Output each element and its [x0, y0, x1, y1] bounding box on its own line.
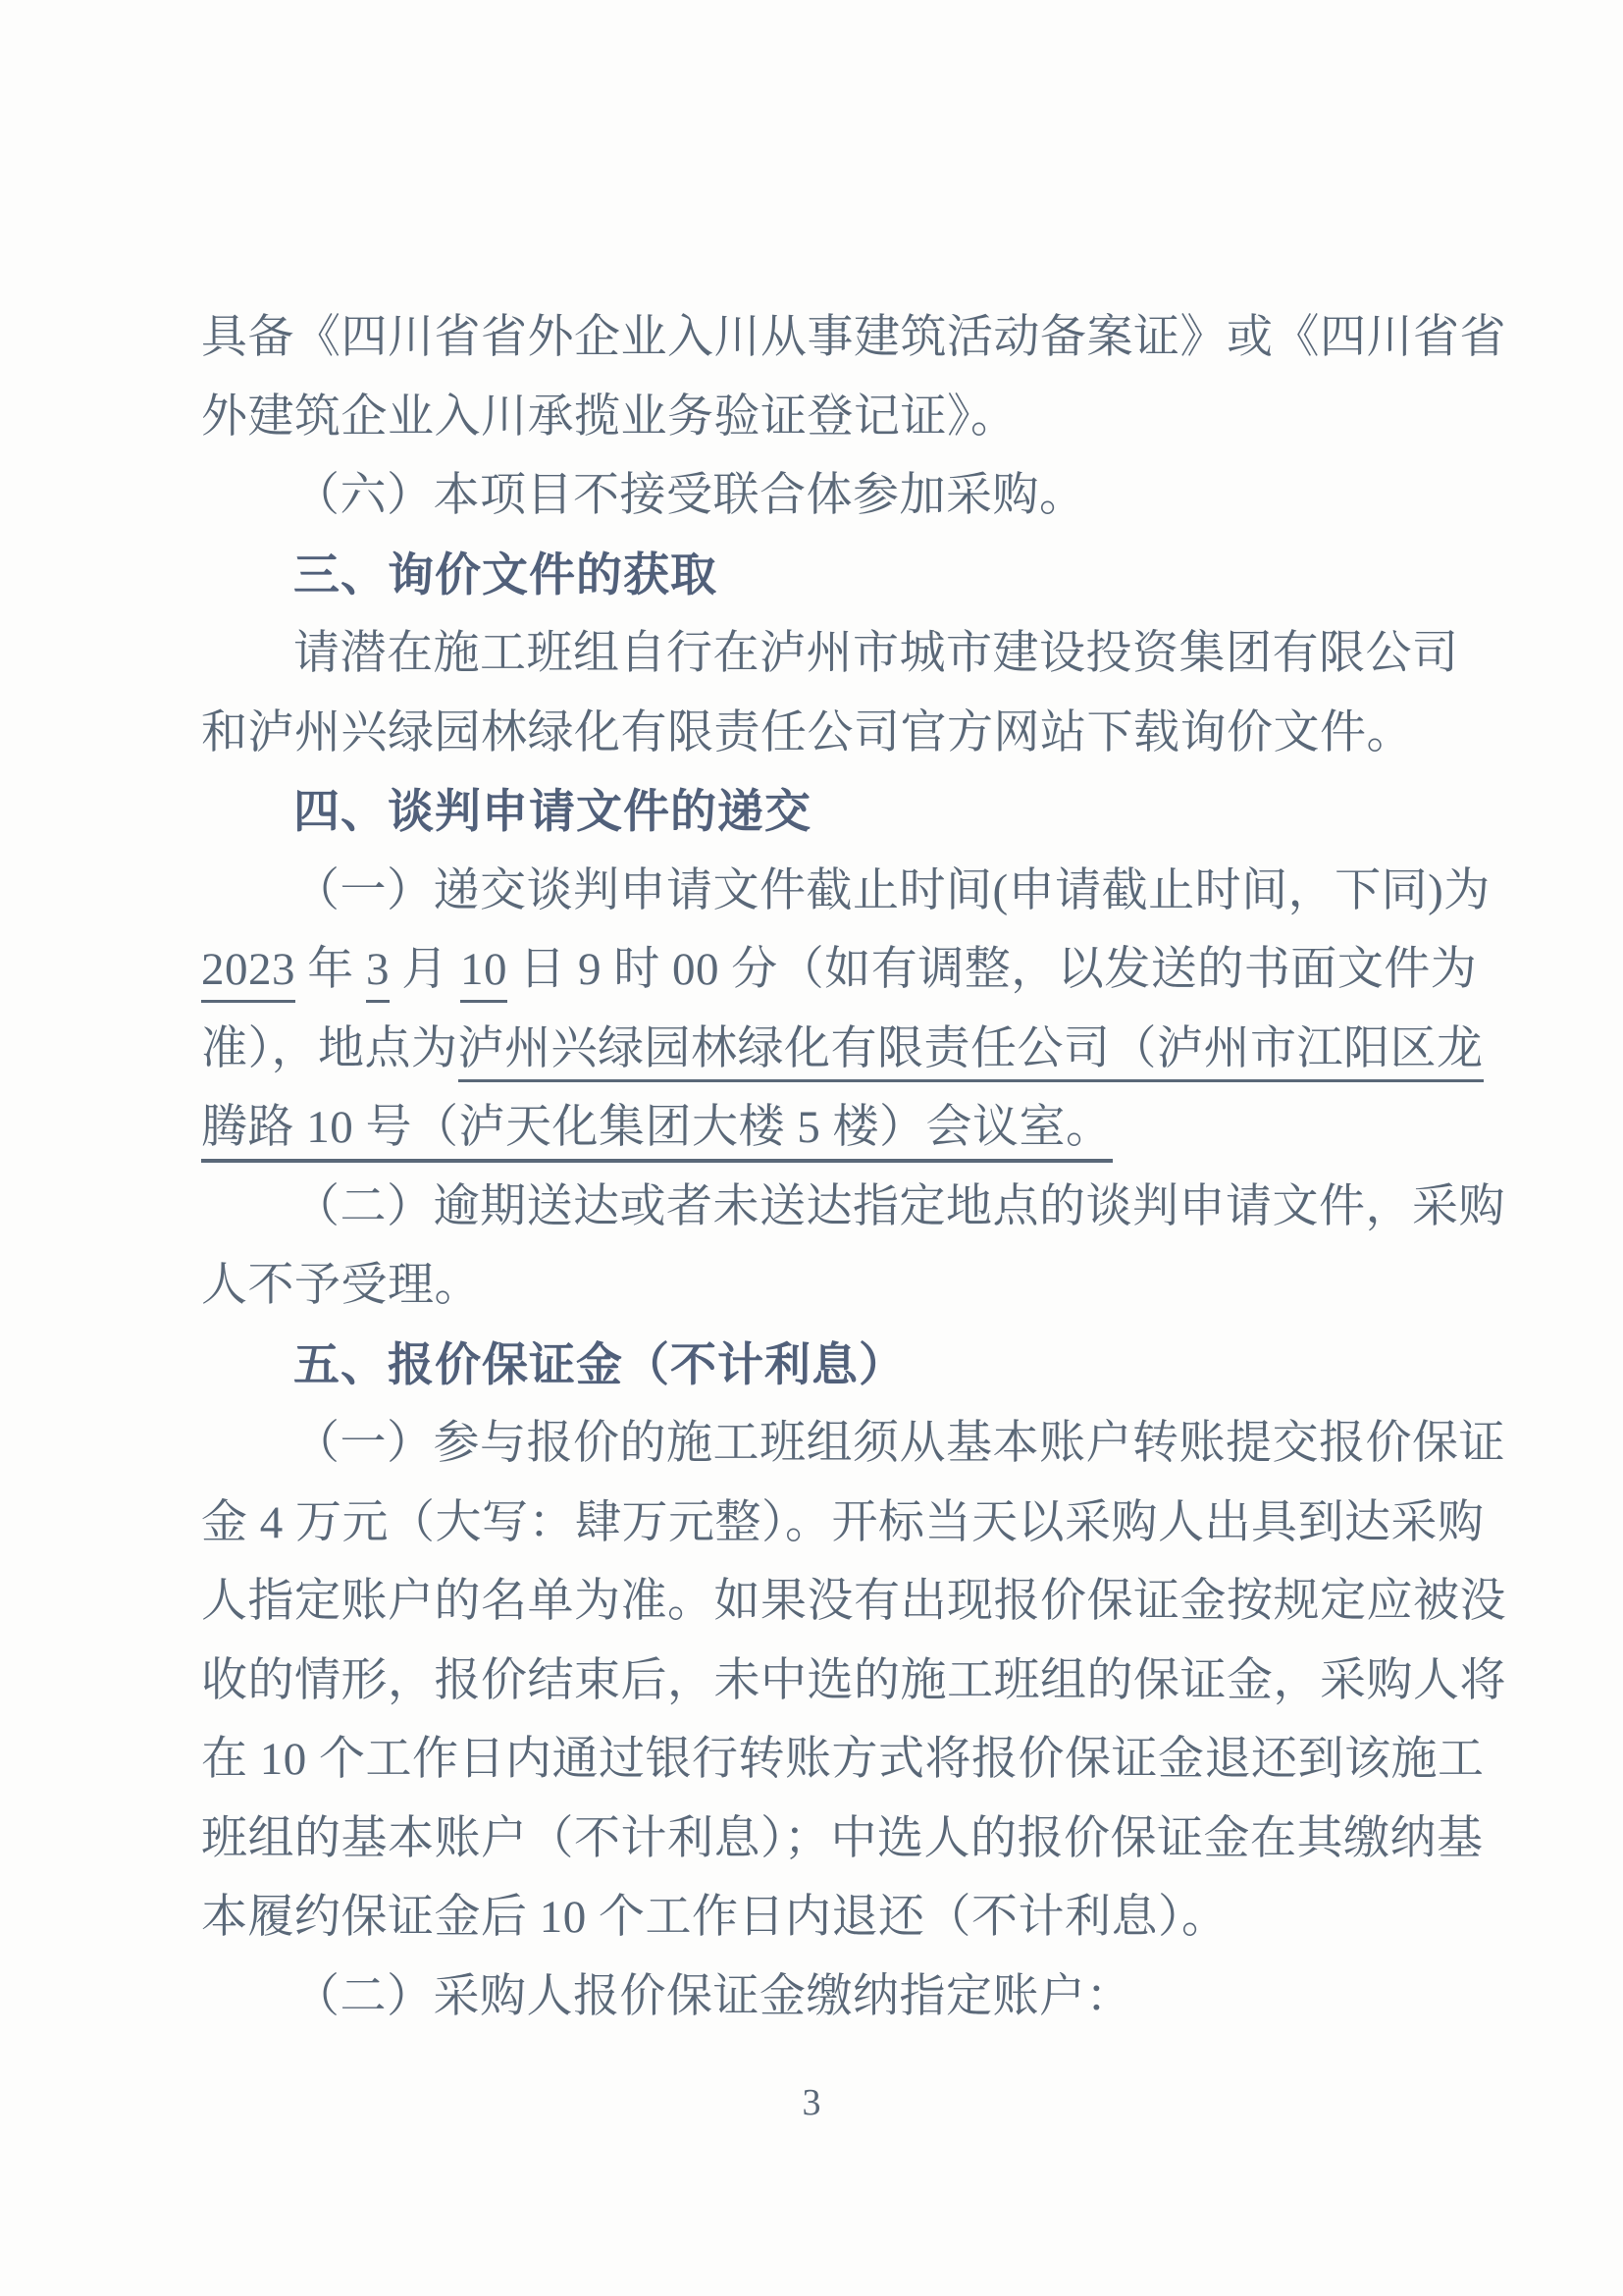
text-run: 人指定账户的名单为准。如果没有出现报价保证金按规定应被没: [201, 1576, 1506, 1627]
text-run: 收的情形，报价结束后，未中选的施工班组的保证金，采购人将: [201, 1654, 1506, 1706]
text-run: 五、报价保证金（不计利息）: [293, 1337, 906, 1390]
document-line: [201, 614, 1496, 694]
text-run: 准），地点为: [201, 1022, 458, 1074]
text-run: 日 9 时 00 分（如有调整，以发送的书面文件为: [507, 944, 1478, 995]
text-run: 人不予受理。: [201, 1260, 481, 1311]
document-line: [201, 1246, 1496, 1326]
document-line: [201, 1404, 1505, 1484]
text-run: 请潜在施工班组自行在泸州市城市建设投资集团有限公司: [293, 628, 1459, 679]
text-run: 四、谈判申请文件的递交: [293, 785, 812, 837]
section-heading: [201, 1326, 1496, 1405]
text-run: 班组的基本账户（不计利息）；中选人的报价保证金在其缴纳基: [201, 1812, 1484, 1864]
text-run: （二）逾期送达或者未送达指定地点的谈判申请文件，采购: [293, 1180, 1505, 1232]
document-line: [201, 1010, 1496, 1089]
underlined-text: 3: [366, 944, 390, 1003]
text-run: 金 4 万元（大写：肆万元整）。开标当天以采购人出具到达采购: [201, 1496, 1485, 1548]
document-line: [201, 1720, 1496, 1800]
text-run: （一）递交谈判申请文件截止时间(申请截止时间，下同)为: [293, 864, 1491, 916]
document-line: [201, 1642, 1506, 1721]
text-run: 本履约保证金后 10 个工作日内退还（不计利息）。: [201, 1892, 1229, 1943]
document-line: [201, 852, 1496, 931]
underlined-text: 腾路 10 号（泸天化集团大楼 5 楼）会议室。: [201, 1102, 1113, 1163]
text-run: 在 10 个工作日内通过银行转账方式将报价保证金退还到该施工: [201, 1734, 1485, 1785]
page-number: 3: [802, 2082, 821, 2123]
document-line: [201, 1878, 1496, 1957]
document-line: [201, 456, 1496, 536]
underlined-text: 2023: [201, 944, 295, 1003]
document-line: [201, 930, 1496, 1010]
document-content: [201, 298, 1506, 2036]
text-run: 三、询价文件的获取: [293, 548, 717, 600]
document-line: [201, 298, 1506, 378]
document-line: [201, 694, 1496, 773]
text-run: 月: [390, 944, 460, 995]
document-line: [201, 1088, 1496, 1168]
text-run: （一）参与报价的施工班组须从基本账户转账提交报价保证: [293, 1418, 1505, 1469]
section-heading: [201, 772, 1496, 852]
text-run: 年: [295, 944, 366, 995]
document-line: [201, 378, 1496, 457]
section-heading: [201, 536, 1496, 615]
document-line: [201, 1168, 1505, 1247]
text-run: 具备《四川省省外企业入川从事建筑活动备案证》或《四川省省: [201, 312, 1506, 363]
text-run: 和泸州兴绿园林绿化有限责任公司官方网站下载询价文件。: [201, 706, 1413, 758]
document-line: [201, 1484, 1496, 1563]
document-line: [201, 1562, 1506, 1642]
text-run: （六）本项目不接受联合体参加采购。: [293, 470, 1086, 521]
text-run: 外建筑企业入川承揽业务验证登记证》。: [201, 391, 1018, 443]
underlined-text: 泸州兴绿园林绿化有限责任公司（泸州市江阳区龙: [458, 1023, 1484, 1082]
text-run: （二）采购人报价保证金缴纳指定账户：: [293, 1970, 1132, 2022]
document-line: [201, 1800, 1496, 1879]
document-line: [201, 1957, 1496, 2037]
underlined-text: 10: [460, 944, 507, 1003]
